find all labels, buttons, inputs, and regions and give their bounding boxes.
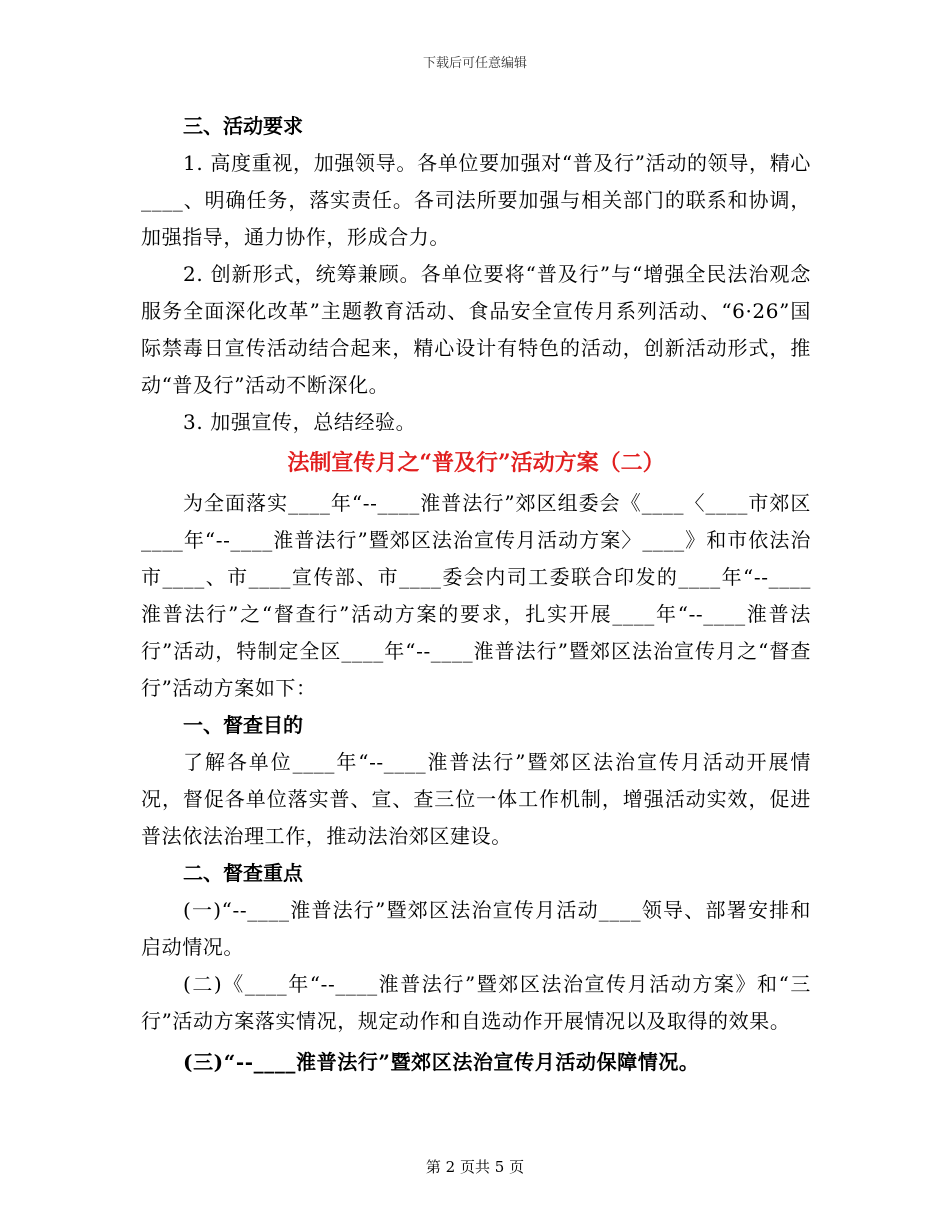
document-body — [141, 108, 811, 1081]
section-heading-requirements: 三、活动要求 — [183, 114, 303, 138]
page-header: 下载后可任意编辑 — [422, 56, 527, 71]
intro-paragraph: 为全面落实____年“--____淮普法行”郊区组委会《____〈____市郊区____年“--____淮普法行”暨郊区法治宣传月活动方案〉____》和市依法治市____、市____宣传部、市____委会内司工委联合印发的____年“--____淮普法行”之“督查行”活动方案的要求，扎实开展____年“--____淮普法行”活动，特制定全区____年“--____淮普法行”暨郊区法治宣传月之“督查行”活动方案如下： — [141, 491, 811, 700]
requirement-item-3: 3. 加强宣传，总结经验。 — [183, 410, 417, 434]
section-heading-purpose: 一、督查目的 — [183, 713, 303, 737]
section-heading-focus: 二、督查重点 — [183, 861, 303, 885]
focus-item-2: (二)《____年“--____淮普法行”暨郊区法治宣传月活动方案》和“三行”活动方案落实情况，规定动作和自选动作开展情况以及取得的效果。 — [141, 972, 811, 1033]
focus-item-1: (一)“--____淮普法行”暨郊区法治宣传月活动____领导、部署安排和启动情况。 — [141, 898, 811, 959]
document-title: 法制宣传月之“普及行”活动方案（二） — [287, 450, 665, 476]
purpose-paragraph: 了解各单位____年“--____淮普法行”暨郊区法治宣传月活动开展情况，督促各单位落实普、宣、查三位一体工作机制，增强活动实效，促进普法依法治理工作，推动法治郊区建设。 — [141, 750, 811, 848]
requirement-item-2: 2. 创新形式，统筹兼顾。各单位要将“普及行”与“增强全民法治观念服务全面深化改革”主题教育活动、食品安全宣传月系列活动、“6·26”国际禁毒日宣传活动结合起来，精心设计有特色的活动，创新活动形式，推动“普及行”活动不断深化。 — [141, 262, 811, 397]
page-footer: 第 2 页共 5 页 — [425, 1158, 525, 1176]
requirement-item-1: 1. 高度重视，加强领导。各单位要加强对“普及行”活动的领导，精心____、明确任务，落实责任。各司法所要加强与相关部门的联系和协调，加强指导，通力协作，形成合力。 — [141, 151, 811, 249]
focus-item-3: (三)“--____淮普法行”暨郊区法治宣传月活动保障情况。 — [183, 1050, 700, 1074]
